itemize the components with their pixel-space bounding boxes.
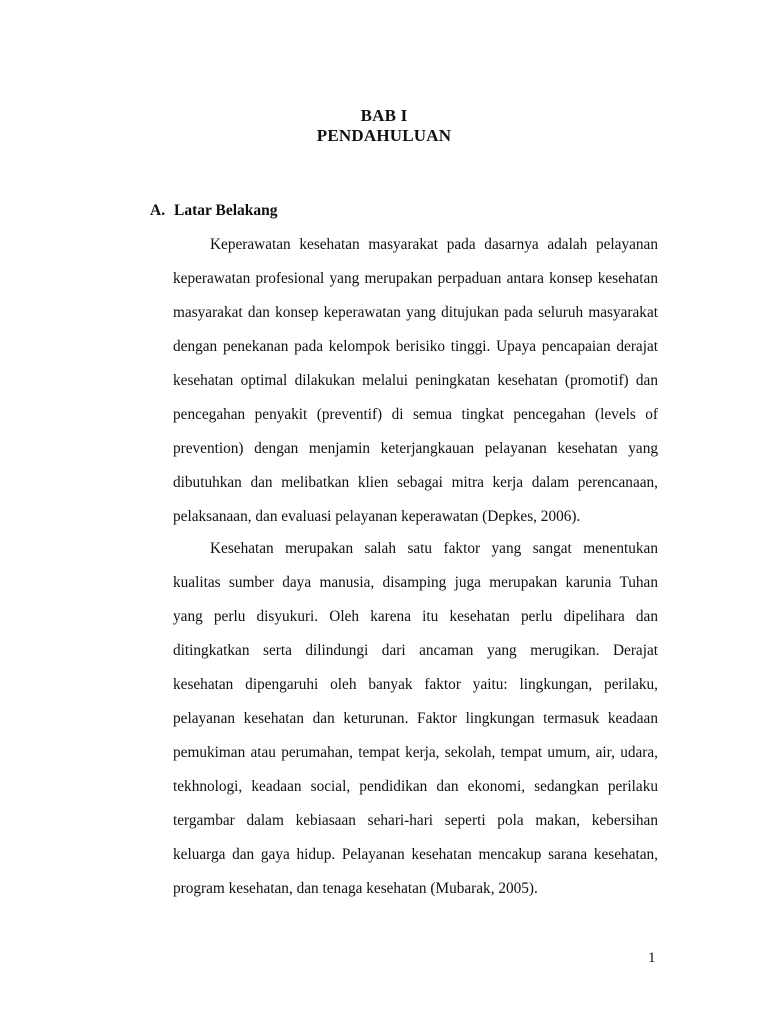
paragraph-line: kesehatan dipengaruhi oleh banyak faktor yaitu: lingkungan, perilaku, [173,676,658,693]
paragraph-line: prevention) dengan menjamin keterjangkauan pelayanan kesehatan yang [173,440,658,457]
paragraph-line: keluarga dan gaya hidup. Pelayanan kesehatan mencakup sarana kesehatan, [173,846,658,863]
paragraph-line: yang perlu disyukuri. Oleh karena itu kesehatan perlu dipelihara dan [173,608,658,625]
paragraph-line: dibutuhkan dan melibatkan klien sebagai mitra kerja dalam perencanaan, [173,474,658,491]
paragraph-line: pelayanan kesehatan dan keturunan. Faktor lingkungan termasuk keadaan [173,710,658,727]
paragraph-line: masyarakat dan konsep keperawatan yang ditujukan pada seluruh masyarakat [173,304,658,321]
paragraph-line: pelaksanaan, dan evaluasi pelayanan keperawatan (Depkes, 2006). [173,508,581,525]
paragraph-line: tergambar dalam kebiasaan sehari-hari seperti pola makan, kebersihan [173,812,658,829]
paragraph-line: kualitas sumber daya manusia, disamping juga merupakan karunia Tuhan [173,574,658,591]
paragraph-line: Keperawatan kesehatan masyarakat pada dasarnya adalah pelayanan [210,236,658,253]
chapter-title: PENDAHULUAN [316,126,452,145]
paragraph-line: dengan penekanan pada kelompok berisiko tinggi. Upaya pencapaian derajat [173,338,658,355]
page-number: 1 [648,950,656,966]
paragraph-line: pemukiman atau perumahan, tempat kerja, sekolah, tempat umum, air, udara, [173,744,658,761]
section-heading [150,202,278,220]
section-title: Latar Belakang [174,202,278,219]
chapter-number: BAB I [360,106,408,125]
paragraph-line: program kesehatan, dan tenaga kesehatan (Mubarak, 2005). [173,880,538,897]
paragraph-line: ditingkatkan serta dilindungi dari ancaman yang merugikan. Derajat [173,642,658,659]
paragraph-line: kesehatan optimal dilakukan melalui peningkatan kesehatan (promotif) dan [173,372,658,389]
paragraph-line: tekhnologi, keadaan social, pendidikan dan ekonomi, sedangkan perilaku [173,778,658,795]
paragraph-line: Kesehatan merupakan salah satu faktor yang sangat menentukan [210,540,658,557]
section-letter: A. [150,202,166,219]
paragraph-line: keperawatan profesional yang merupakan perpaduan antara konsep kesehatan [173,270,658,287]
paragraph-line: pencegahan penyakit (preventif) di semua tingkat pencegahan (levels of [173,406,658,423]
